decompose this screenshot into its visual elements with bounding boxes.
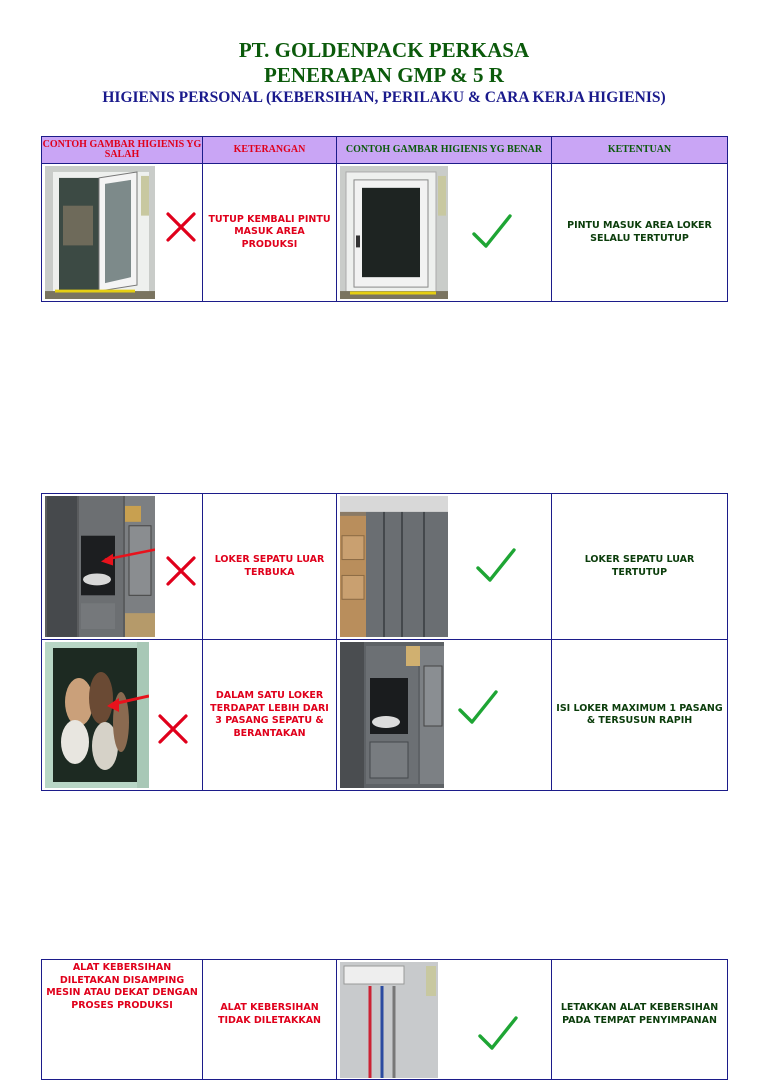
right-example-cell: [337, 164, 552, 302]
description-cell: [203, 164, 337, 302]
photo-locker-closed: [340, 496, 448, 637]
photo-door-closed: [340, 166, 448, 299]
wrong-example-text: ALAT KEBERSIHAN DILETAKAN DISAMPING MESIN ATAU DEKAT DENGAN PROSES PRODUKSI: [46, 962, 198, 1011]
description-text: TUTUP KEMBALI PINTU MASUK AREA PRODUKSI: [208, 213, 331, 250]
description-cell: [203, 494, 337, 640]
check-mark-icon: [471, 212, 513, 250]
photo-door-open: [45, 166, 155, 299]
check-mark-icon: [475, 546, 517, 584]
cross-mark-icon: [164, 210, 198, 244]
hygiene-table-door: [41, 136, 728, 302]
photo-cleaning-tool-storage: [340, 962, 438, 1078]
hygiene-table-locker: [41, 493, 728, 791]
check-mark-icon: [477, 1014, 519, 1052]
header-description: KETERANGAN: [203, 137, 337, 164]
description-text: DALAM SATU LOKER TERDAPAT LEBIH DARI 3 PASANG SEPATU & BERANTAKAN: [210, 690, 329, 739]
description-cell: [203, 640, 337, 791]
program-title: PENERAPAN GMP & 5 R: [264, 63, 504, 87]
description-text: ALAT KEBERSIHAN TIDAK DILETAKKAN: [217, 1002, 321, 1026]
header-right-example: CONTOH GAMBAR HIGIENIS YG BENAR: [337, 137, 552, 164]
description-cell: [203, 960, 337, 1080]
header-wrong-example: CONTOH GAMBAR HIGIENIS YG SALAH: [42, 137, 203, 164]
wrong-example-cell: [42, 494, 203, 640]
wrong-example-cell: [42, 164, 203, 302]
rule-text: ISI LOKER MAXIMUM 1 PASANG & TERSUSUN RAPIH: [556, 702, 723, 726]
photo-locker-open: [45, 496, 155, 637]
right-example-cell: [337, 640, 552, 791]
rule-text: LOKER SEPATU LUAR TERTUTUP: [584, 554, 695, 578]
rule-text: LETAKKAN ALAT KEBERSIHAN PADA TEMPAT PENYIMPANAN: [560, 1002, 719, 1026]
wrong-example-cell: [42, 640, 203, 791]
photo-locker-shoes-tidy: [340, 642, 444, 788]
check-mark-icon: [457, 688, 499, 726]
wrong-example-cell: [42, 960, 203, 1080]
rule-cell: [552, 640, 728, 791]
rule-cell: [552, 960, 728, 1080]
cross-mark-icon: [164, 554, 198, 588]
header-rule: KETENTUAN: [552, 137, 728, 164]
photo-locker-shoes-messy: [45, 642, 149, 788]
right-example-cell: [337, 494, 552, 640]
rule-cell: [552, 494, 728, 640]
rule-cell: [552, 164, 728, 302]
company-title: PT. GOLDENPACK PERKASA: [238, 38, 530, 62]
cross-mark-icon: [156, 712, 190, 746]
description-text: LOKER SEPATU LUAR TERBUKA: [214, 554, 325, 578]
rule-text: PINTU MASUK AREA LOKER SELALU TERTUTUP: [567, 220, 712, 244]
subject-title: HIGIENIS PERSONAL (KEBERSIHAN, PERILAKU & CARA KERJA HIGIENIS): [102, 89, 666, 106]
right-example-cell: [337, 960, 552, 1080]
hygiene-table-cleaning-tools: [41, 959, 728, 1080]
